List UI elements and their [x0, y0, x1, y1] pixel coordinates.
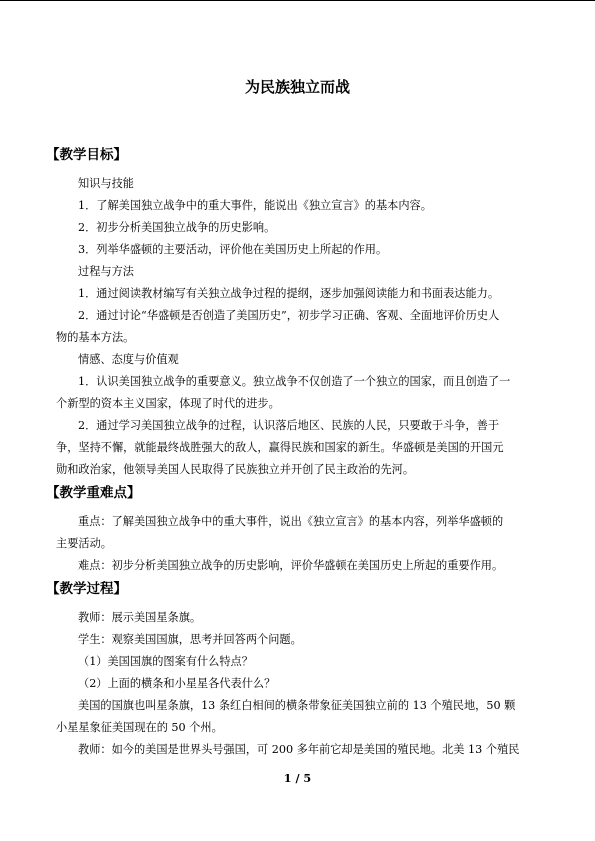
process-paragraph: 教师：如今的美国是世界头号强国，可 200 多年前它却是美国的殖民地。北美 13 个殖民 — [78, 743, 520, 756]
key-point-text-continued: 主要活动。 — [56, 537, 112, 550]
page-number: 1 / 5 — [283, 771, 312, 785]
process-question: （1）美国国旗的图案有什么特点？ — [78, 655, 253, 668]
goals-emotion-item: 1．认识美国独立战争的重要意义。独立战争不仅创造了一个独立的国家，而且创造了一 — [78, 375, 511, 388]
process-paragraph: 美国的国旗也叫星条旗，13 条红白相间的横条带象征美国独立前的 13 个殖民地，50 颗 — [78, 699, 516, 712]
heading-teaching-process: 【教学过程】 — [46, 581, 127, 597]
goals-process-label: 过程与方法 — [78, 265, 134, 278]
goals-process-item-continued: 物的基本方法。 — [56, 331, 135, 344]
goals-knowledge-item: 1．了解美国独立战争中的重大事件，能说出《独立宣言》的基本内容。 — [78, 199, 432, 212]
page-title: 为民族独立而战 — [244, 78, 350, 96]
goals-knowledge-item: 2．初步分析美国独立战争的历史影响。 — [78, 221, 276, 234]
process-paragraph-continued: 小星星象征美国现在的 50 个州。 — [56, 721, 223, 734]
heading-key-points: 【教学重难点】 — [46, 485, 141, 501]
goals-knowledge-item: 3．列举华盛顿的主要活动，评价他在美国历史上所起的作用。 — [78, 243, 388, 256]
goals-emotion-item-continued: 争，坚持不懈，就能最终战胜强大的敌人，赢得民族和国家的新生。华盛顿是美国的开国元 — [56, 441, 504, 454]
goals-emotion-label: 情感、态度与价值观 — [78, 353, 179, 366]
process-paragraph: 教师：展示美国星条旗。 — [78, 611, 202, 624]
process-paragraph: 学生：观察美国国旗，思考并回答两个问题。 — [78, 633, 302, 646]
goals-process-item: 1．通过阅读教材编写有关独立战争过程的提纲，逐步加强阅读能力和书面表达能力。 — [78, 287, 500, 300]
goals-emotion-item-continued: 个新型的资本主义国家，体现了时代的进步。 — [56, 397, 280, 410]
process-question: （2）上面的横条和小星星各代表什么？ — [78, 677, 276, 690]
key-point-text: 重点：了解美国独立战争中的重大事件，说出《独立宣言》的基本内容，列举华盛顿的 — [78, 515, 504, 528]
difficult-point-text: 难点：初步分析美国独立战争的历史影响，评价华盛顿在美国历史上所起的重要作用。 — [78, 559, 504, 572]
goals-emotion-item-continued: 勋和政治家，他领导美国人民取得了民族独立并开创了民主政治的先河。 — [56, 463, 415, 476]
goals-process-item: 2．通过讨论“华盛顿是否创造了美国历史”，初步学习正确、客观、全面地评价历史人 — [78, 309, 500, 322]
goals-knowledge-label: 知识与技能 — [78, 177, 134, 190]
heading-teaching-goals: 【教学目标】 — [46, 147, 127, 163]
header-rule — [0, 0, 595, 1]
goals-emotion-item: 2．通过学习美国独立战争的过程，认识落后地区、民族的人民，只要敢于斗争，善于 — [78, 419, 500, 432]
